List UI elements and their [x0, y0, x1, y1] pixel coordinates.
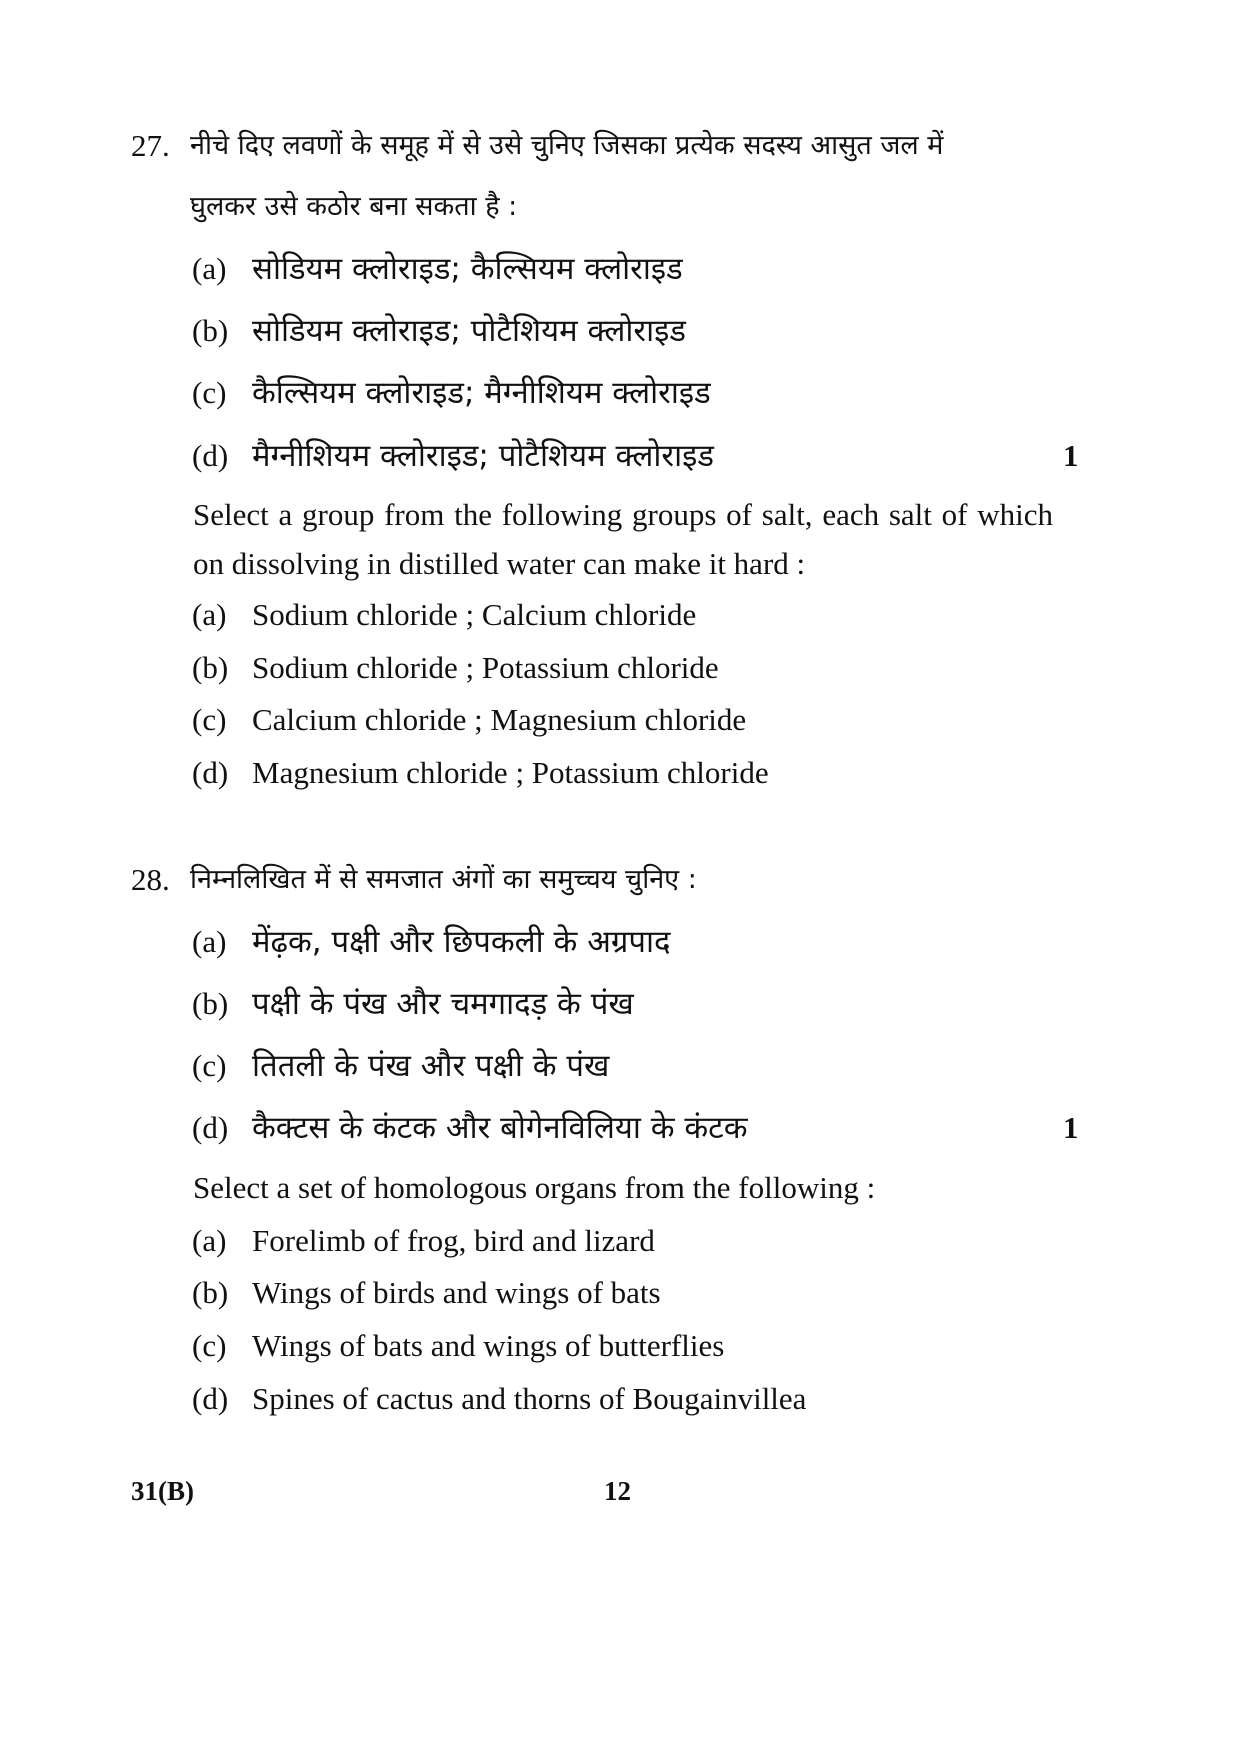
english-option-a: Sodium chloride ; Calcium chloride: [252, 597, 697, 632]
hindi-option-d: कैक्टस के कंटक और बोगेनविलिया के कंटक: [252, 1110, 748, 1146]
hindi-option-c: तितली के पंख और पक्षी के पंख: [252, 1048, 610, 1084]
question-number: 28.: [131, 862, 170, 897]
hindi-option-d-letter: (d): [192, 438, 229, 473]
english-stem: Select a group from the following groups of salt, each salt of which on dissolving in distilled water can make it hard :: [193, 497, 1053, 581]
paper-code: 31(B): [131, 1476, 194, 1506]
hindi-stem-line-1: निम्नलिखित में से समजात अंगों का समुच्चय चुनिए :: [190, 864, 697, 895]
hindi-stem-line-1: नीचे दिए लवणों के समूह में से उसे चुनिए जिसका प्रत्येक सदस्य आसुत जल में: [190, 130, 944, 161]
english-stem: Select a set of homologous organs from the following :: [193, 1170, 876, 1205]
hindi-option-c-letter: (c): [192, 375, 227, 410]
english-option-b: Sodium chloride ; Potassium chloride: [252, 650, 719, 685]
english-option-b: Wings of birds and wings of bats: [252, 1275, 661, 1310]
hindi-option-a-letter: (a): [192, 251, 227, 286]
english-option-c: Calcium chloride ; Magnesium chloride: [252, 702, 747, 737]
english-option-c-letter: (c): [192, 1328, 227, 1363]
english-option-b-letter: (b): [192, 650, 229, 685]
english-option-d-letter: (d): [192, 1381, 229, 1416]
question-number: 27.: [131, 128, 170, 163]
english-option-d-letter: (d): [192, 755, 229, 790]
hindi-option-b: पक्षी के पंख और चमगादड़ के पंख: [252, 986, 634, 1022]
page-number: 12: [604, 1476, 631, 1506]
hindi-option-b: सोडियम क्लोराइड; पोटैशियम क्लोराइड: [252, 313, 686, 349]
hindi-option-b-letter: (b): [192, 313, 229, 348]
hindi-stem-line-2: घुलकर उसे कठोर बना सकता है :: [190, 191, 518, 222]
english-option-a-letter: (a): [192, 597, 227, 632]
hindi-option-d-letter: (d): [192, 1110, 229, 1145]
english-option-a: Forelimb of frog, bird and lizard: [252, 1223, 655, 1258]
english-option-d: Spines of cactus and thorns of Bougainvillea: [252, 1381, 807, 1416]
english-option-d: Magnesium chloride ; Potassium chloride: [252, 755, 769, 790]
hindi-option-a: सोडियम क्लोराइड; कैल्सियम क्लोराइड: [252, 251, 683, 287]
english-option-a-letter: (a): [192, 1223, 227, 1258]
marks: 1: [1063, 438, 1079, 473]
english-option-b-letter: (b): [192, 1275, 229, 1310]
marks: 1: [1063, 1110, 1079, 1145]
hindi-option-a: मेंढ़क, पक्षी और छिपकली के अग्रपाद: [252, 924, 671, 960]
hindi-option-c: कैल्सियम क्लोराइड; मैग्नीशियम क्लोराइड: [252, 375, 711, 411]
english-option-c: Wings of bats and wings of butterflies: [252, 1328, 725, 1363]
hindi-option-d: मैग्नीशियम क्लोराइड; पोटैशियम क्लोराइड: [252, 438, 714, 474]
hindi-option-a-letter: (a): [192, 924, 227, 959]
hindi-option-b-letter: (b): [192, 986, 229, 1021]
english-option-c-letter: (c): [192, 702, 227, 737]
hindi-option-c-letter: (c): [192, 1048, 227, 1083]
